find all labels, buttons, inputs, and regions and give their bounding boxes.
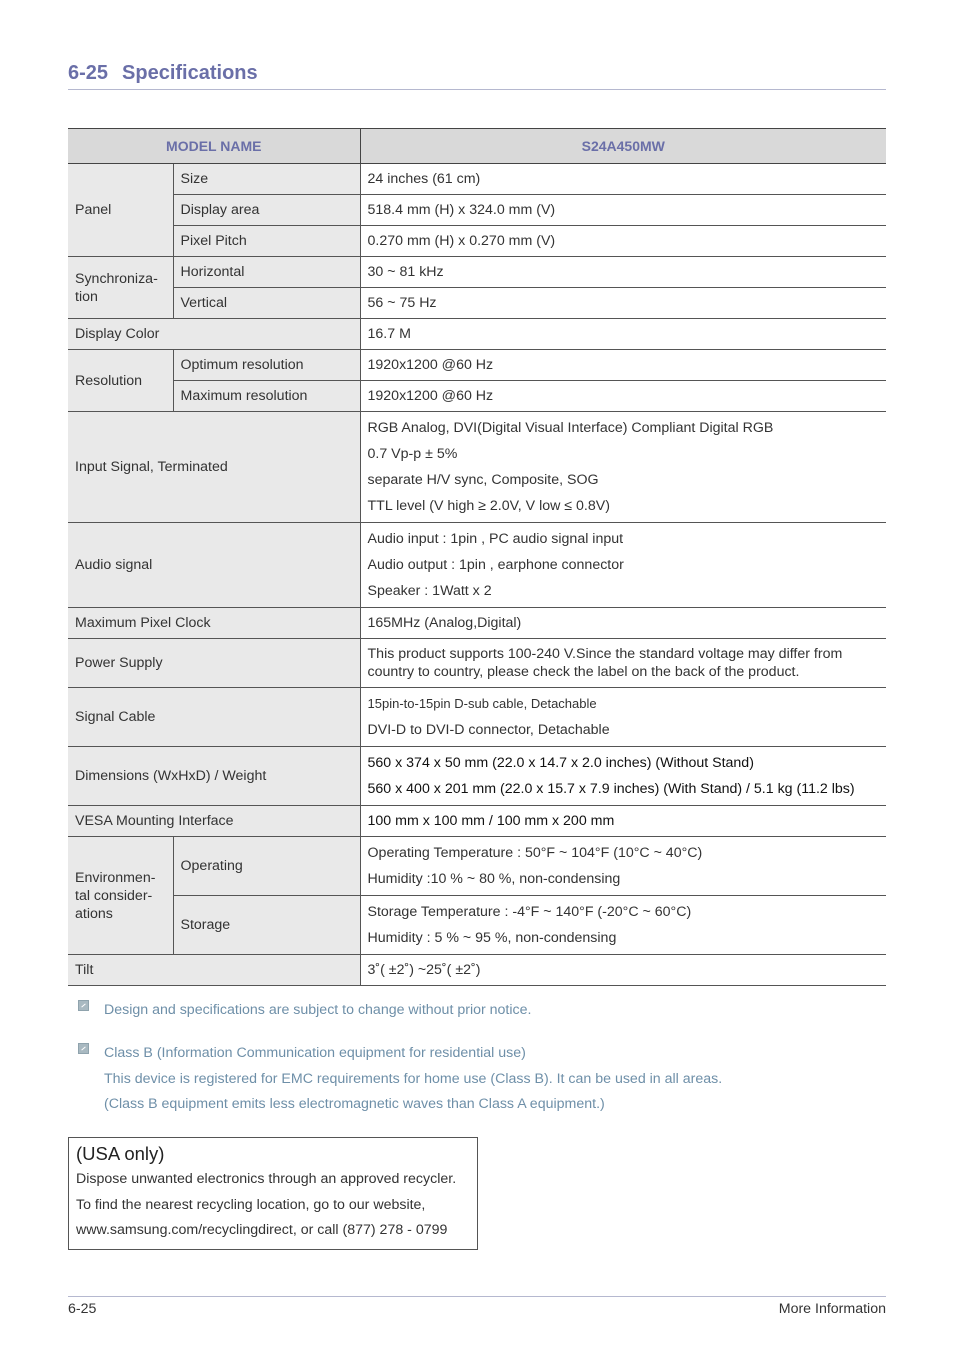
audio-line: Speaker : 1Watt x 2 <box>367 583 492 599</box>
display-area-label: Display area <box>173 195 360 226</box>
audio-signal-value <box>360 523 886 608</box>
footer-section-name: More Information <box>778 1301 886 1317</box>
horizontal-value: 30 ~ 81 kHz <box>360 257 886 288</box>
table-row <box>68 837 886 896</box>
input-signal-label: Input Signal, Terminated <box>68 412 360 523</box>
dimensions-line: 560 x 400 x 201 mm (22.0 x 15.7 x 7.9 inches) (With Stand) / 5.1 kg (11.2 lbs) <box>367 781 855 797</box>
usa-only-line: www.samsung.com/recyclingdirect, or call (877) 278 - 0799 <box>76 1222 448 1238</box>
signal-cable-value <box>360 688 886 747</box>
sync-label-line: tion <box>75 288 98 305</box>
storage-value <box>360 896 886 955</box>
table-row <box>68 319 886 350</box>
table-row <box>68 688 886 747</box>
usa-only-title: (USA only) <box>76 1143 165 1164</box>
footer-divider <box>68 1296 886 1297</box>
optimum-resolution-value: 1920x1200 @60 Hz <box>360 350 886 381</box>
note-text: Design and specifications are subject to change without prior notice. <box>104 1002 532 1018</box>
panel-label: Panel <box>68 164 173 257</box>
vertical-value: 56 ~ 75 Hz <box>360 288 886 319</box>
tilt-label: Tilt <box>68 955 360 986</box>
operating-line: Humidity :10 % ~ 80 %, non-condensing <box>367 871 621 887</box>
power-supply-value: This product supports 100-240 V.Since the standard voltage may differ from country to country, please check the label on the back of the product. <box>360 639 886 688</box>
audio-line: Audio input : 1pin , PC audio signal input <box>367 531 624 547</box>
table-row <box>68 381 886 412</box>
display-area-value: 518.4 mm (H) x 324.0 mm (V) <box>360 195 886 226</box>
title-divider <box>68 89 886 90</box>
environment-label-line: Environmen- <box>75 869 156 886</box>
horizontal-label: Horizontal <box>173 257 360 288</box>
table-row <box>68 523 886 608</box>
note-icon <box>78 1000 89 1011</box>
size-label: Size <box>173 164 360 195</box>
table-row <box>68 350 886 381</box>
vertical-label: Vertical <box>173 288 360 319</box>
maximum-resolution-label: Maximum resolution <box>173 381 360 412</box>
specifications-table <box>68 128 886 986</box>
environment-label <box>68 837 173 955</box>
table-row <box>68 608 886 639</box>
input-signal-line: RGB Analog, DVI(Digital Visual Interface) Compliant Digital RGB <box>367 420 774 436</box>
table-row <box>68 257 886 288</box>
section-title-text: Specifications <box>122 62 258 84</box>
audio-signal-label: Audio signal <box>68 523 360 608</box>
operating-line: Operating Temperature : 50°F ~ 104°F (10°C ~ 40°C) <box>367 845 703 861</box>
table-row <box>68 747 886 806</box>
header-model-value: S24A450MW <box>360 129 886 164</box>
table-row <box>68 164 886 195</box>
note-text: Class B (Information Communication equipment for residential use) <box>104 1045 526 1061</box>
input-signal-line: TTL level (V high ≥ 2.0V, V low ≤ 0.8V) <box>367 498 610 514</box>
size-value: 24 inches (61 cm) <box>360 164 886 195</box>
dimensions-line: 560 x 374 x 50 mm (22.0 x 14.7 x 2.0 inches) (Without Stand) <box>367 755 754 771</box>
footer-page-number: 6-25 <box>68 1301 97 1317</box>
optimum-resolution-label: Optimum resolution <box>173 350 360 381</box>
table-header-row <box>68 129 886 164</box>
pixel-pitch-label: Pixel Pitch <box>173 226 360 257</box>
audio-line: Audio output : 1pin , earphone connector <box>367 557 624 573</box>
display-color-value: 16.7 M <box>360 319 886 350</box>
table-row <box>68 639 886 688</box>
pixel-clock-label: Maximum Pixel Clock <box>68 608 360 639</box>
display-color-label: Display Color <box>68 319 360 350</box>
usa-only-line: Dispose unwanted electronics through an approved recycler. <box>76 1171 457 1187</box>
sync-label <box>68 257 173 319</box>
table-row <box>68 412 886 523</box>
note-text: (Class B equipment emits less electromagnetic waves than Class A equipment.) <box>104 1096 605 1112</box>
input-signal-value <box>360 412 886 523</box>
vesa-value: 100 mm x 100 mm / 100 mm x 200 mm <box>360 806 886 837</box>
signal-cable-line: 15pin-to-15pin D-sub cable, Detachable <box>367 696 597 711</box>
environment-label-line: tal consider- <box>75 887 153 904</box>
usa-only-box <box>68 1137 478 1250</box>
maximum-resolution-value: 1920x1200 @60 Hz <box>360 381 886 412</box>
signal-cable-label: Signal Cable <box>68 688 360 747</box>
usa-only-line: To find the nearest recycling location, go to our website, <box>76 1196 426 1213</box>
sync-label-line: Synchroniza- <box>75 270 158 287</box>
pixel-clock-value: 165MHz (Analog,Digital) <box>360 608 886 639</box>
operating-value <box>360 837 886 896</box>
storage-line: Storage Temperature : -4°F ~ 140°F (-20°C ~ 60°C) <box>367 904 692 920</box>
table-row <box>68 288 886 319</box>
section-title <box>68 62 258 85</box>
storage-line: Humidity : 5 % ~ 95 %, non-condensing <box>367 930 617 946</box>
storage-label: Storage <box>173 896 360 955</box>
note-text: This device is registered for EMC requirements for home use (Class B). It can be used in all areas. <box>104 1070 723 1087</box>
header-model-name: MODEL NAME <box>68 129 360 164</box>
section-number: 6-25 <box>68 62 109 84</box>
input-signal-line: separate H/V sync, Composite, SOG <box>367 472 599 488</box>
signal-cable-line: DVI-D to DVI-D connector, Detachable <box>367 722 610 738</box>
note-icon <box>78 1043 89 1054</box>
environment-label-line: ations <box>75 905 113 922</box>
tilt-value: 3˚( ±2˚) ~25˚( ±2˚) <box>360 955 886 986</box>
table-row <box>68 195 886 226</box>
dimensions-label: Dimensions (WxHxD) / Weight <box>68 747 360 806</box>
table-row <box>68 226 886 257</box>
power-supply-label: Power Supply <box>68 639 360 688</box>
table-row <box>68 806 886 837</box>
pixel-pitch-value: 0.270 mm (H) x 0.270 mm (V) <box>360 226 886 257</box>
resolution-label: Resolution <box>68 350 173 412</box>
vesa-label: VESA Mounting Interface <box>68 806 360 837</box>
table-row <box>68 955 886 986</box>
table-row <box>68 896 886 955</box>
operating-label: Operating <box>173 837 360 896</box>
dimensions-value <box>360 747 886 806</box>
input-signal-line: 0.7 Vp-p ± 5% <box>367 446 458 462</box>
